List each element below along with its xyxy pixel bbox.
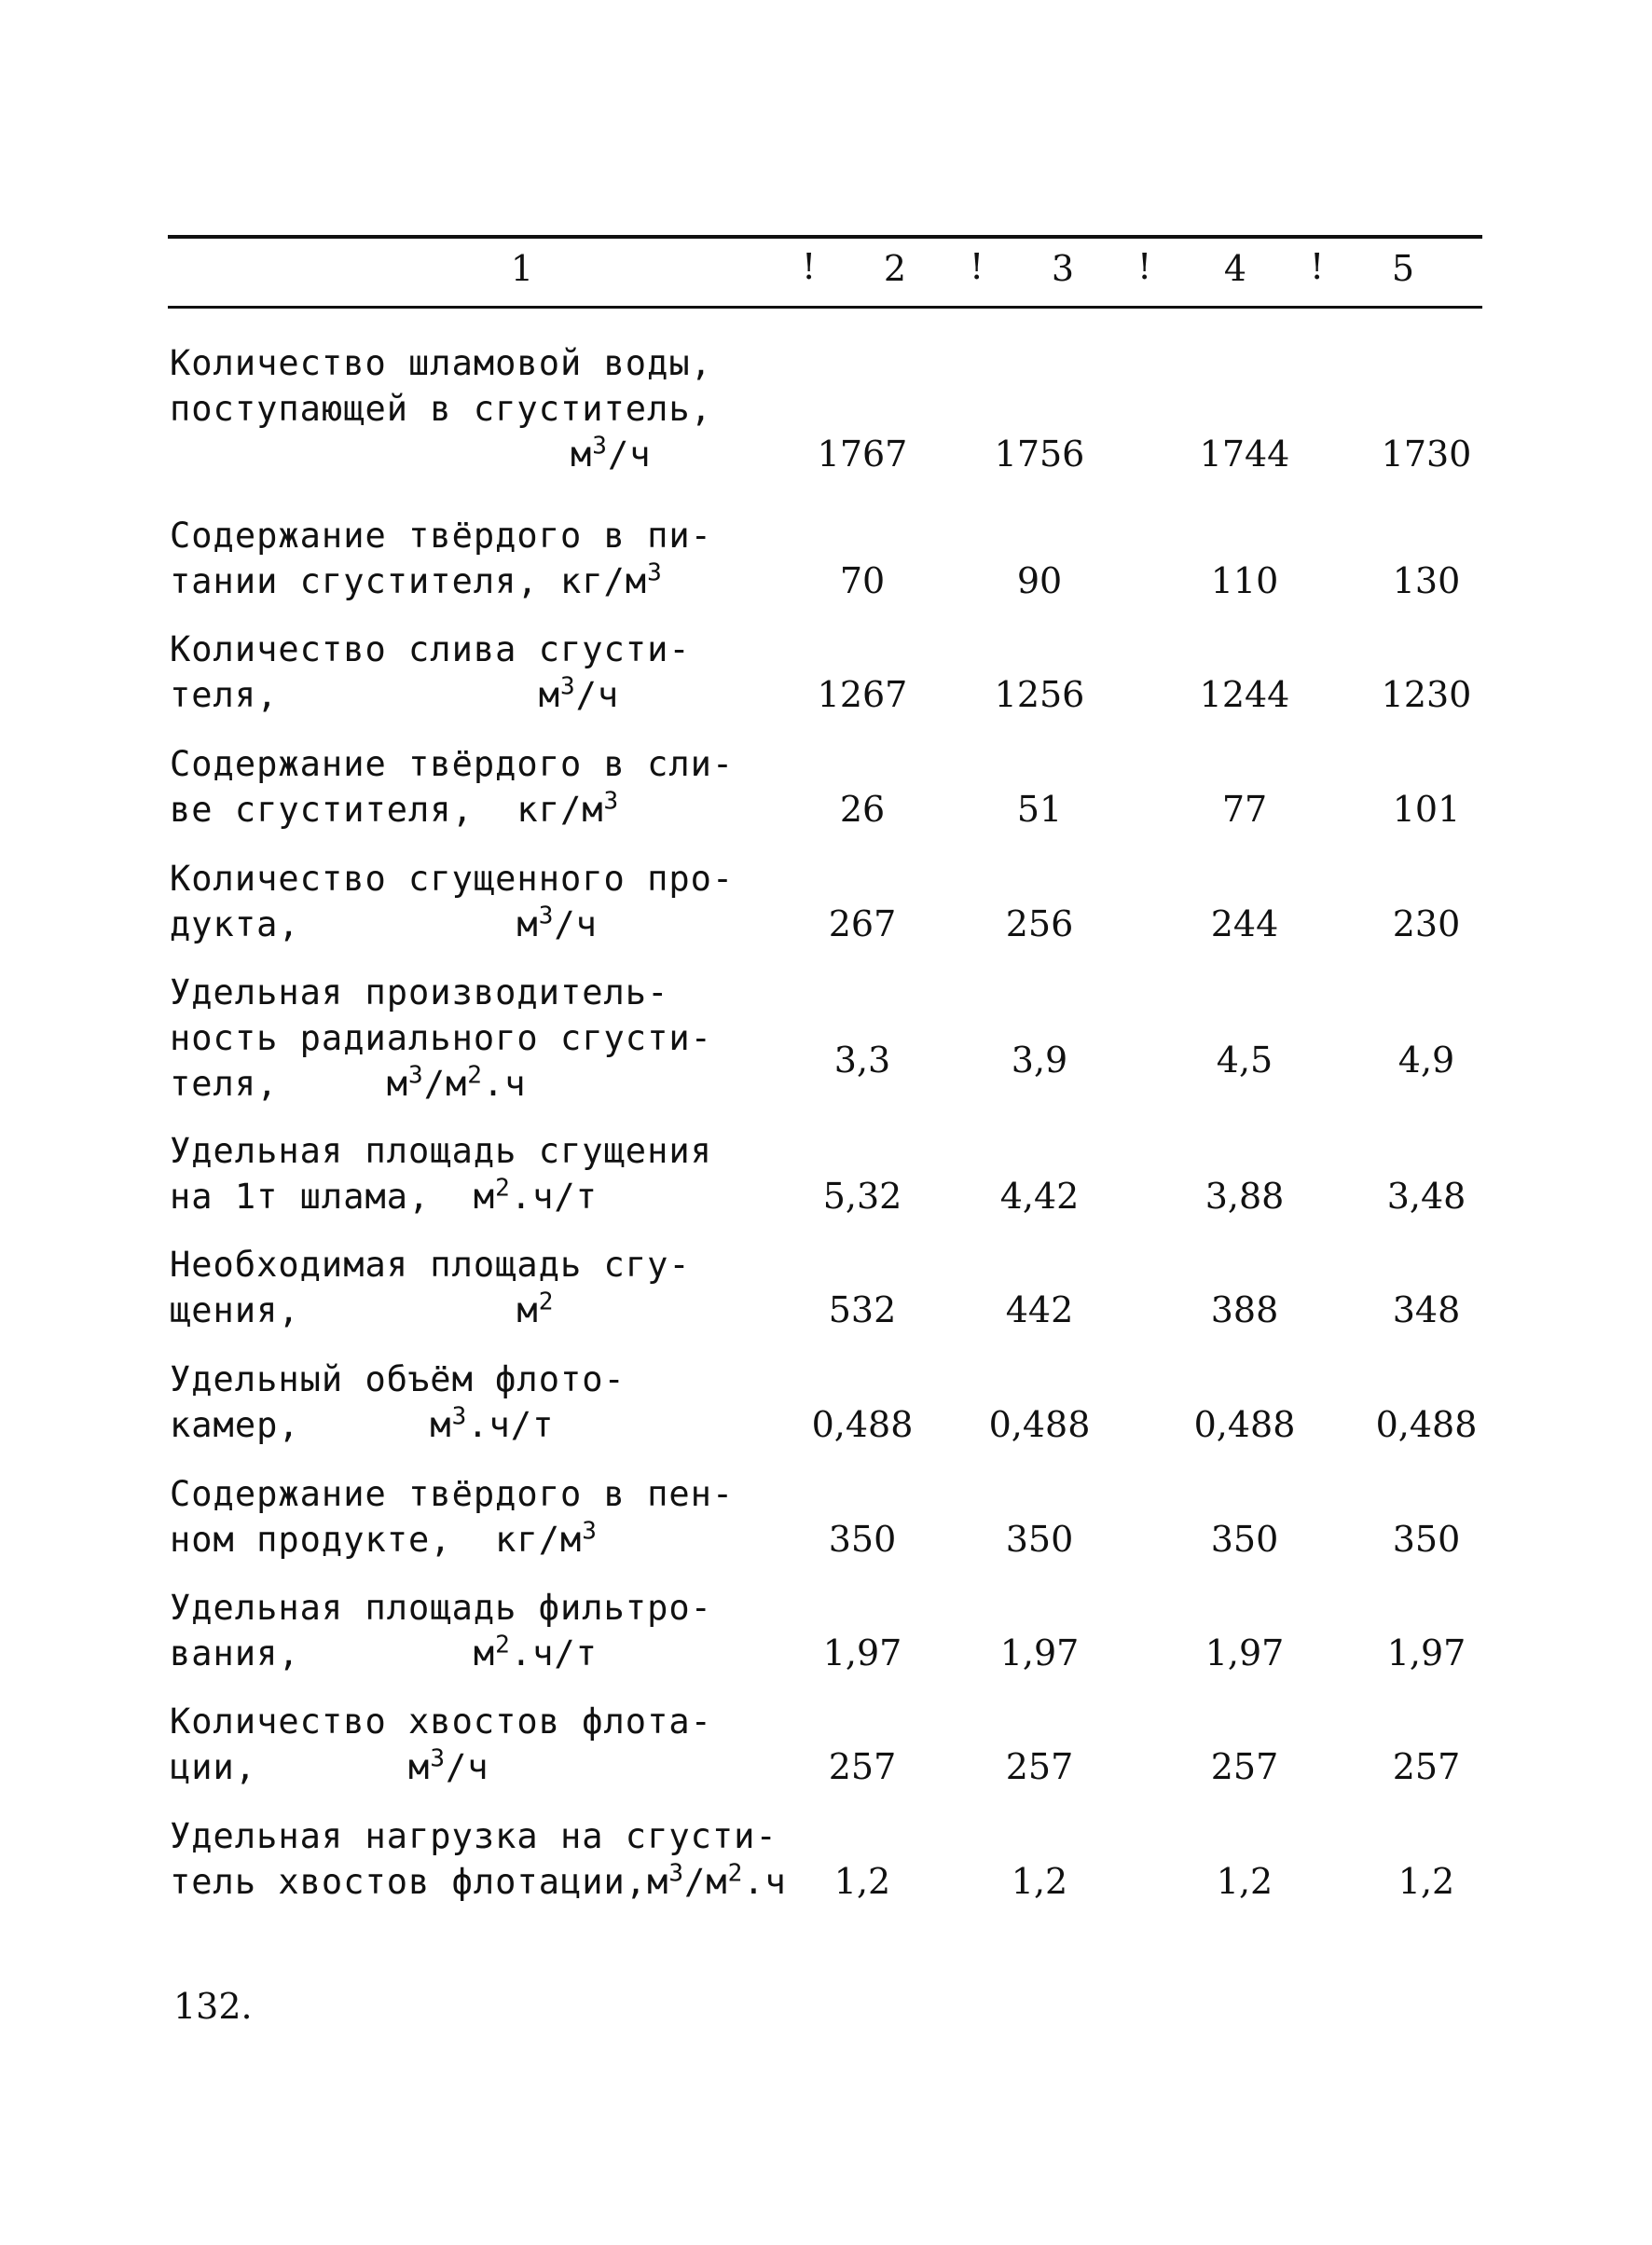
- cell-col-5: 1230: [1381, 674, 1472, 715]
- cell-col-5: 101: [1392, 789, 1461, 830]
- row-label-line: камер, $м^3.ч/т$: [170, 1402, 555, 1445]
- cell-col-5: 350: [1392, 1519, 1461, 1560]
- cell-col-5: 257: [1392, 1746, 1461, 1787]
- cell-col-3: 1756: [994, 434, 1085, 475]
- header-col-4: 4: [1223, 248, 1247, 289]
- row-label: [170, 970, 813, 1107]
- row-label-line: Удельный объём флото-: [170, 1359, 626, 1399]
- cell-col-5: 0,488: [1375, 1404, 1478, 1445]
- row-label-line: ность радиального сгусти-: [170, 1018, 712, 1058]
- cell-col-3: 1,97: [999, 1632, 1080, 1673]
- row-label: [170, 741, 813, 833]
- header-separator: !: [802, 246, 817, 287]
- row-label: [170, 340, 813, 477]
- cell-col-2: 26: [839, 789, 886, 830]
- row-label: [170, 627, 813, 718]
- cell-col-5: 1730: [1381, 434, 1472, 475]
- row-label-line: тании сгустителя, $кг/м^3$: [170, 558, 663, 601]
- cell-col-4: 3,88: [1205, 1176, 1285, 1217]
- cell-col-2: 5,32: [822, 1176, 902, 1217]
- row-label-line: Количество хвостов флота-: [170, 1701, 712, 1742]
- header-col-3: 3: [1051, 248, 1075, 289]
- row-label-line: вания, $м^2.ч/т$: [170, 1631, 598, 1673]
- cell-col-4: 77: [1221, 789, 1268, 830]
- cell-col-5: 1,2: [1397, 1861, 1455, 1902]
- header-separator: !: [1310, 246, 1325, 287]
- cell-col-4: 1244: [1199, 674, 1290, 715]
- header-col-5: 5: [1391, 248, 1415, 289]
- table-header-row: [168, 239, 1482, 304]
- cell-col-3: 350: [1005, 1519, 1074, 1560]
- cell-col-5: 3,48: [1386, 1176, 1466, 1217]
- row-label: [170, 1357, 813, 1448]
- row-label-line: Удельная производитель-: [170, 972, 669, 1012]
- row-label-line: Удельная нагрузка на сгусти-: [170, 1816, 778, 1856]
- header-separator: !: [970, 246, 984, 287]
- cell-col-4: 4,5: [1216, 1040, 1273, 1081]
- row-label-line: ном продукте, $кг/м^3$: [170, 1517, 598, 1560]
- row-label-line: $м^3/ч$: [571, 432, 652, 475]
- row-label-line: Содержание твёрдого в сли-: [170, 744, 735, 784]
- header-separator: !: [1137, 246, 1152, 287]
- cell-col-2: 350: [828, 1519, 897, 1560]
- header-col-1: 1: [510, 248, 534, 289]
- cell-col-2: 532: [828, 1289, 897, 1330]
- cell-col-4: 0,488: [1193, 1404, 1296, 1445]
- cell-col-3: 256: [1005, 903, 1074, 944]
- row-label-line: Необходимая площадь сгу-: [170, 1245, 691, 1285]
- row-label-line: Количество слива сгусти-: [170, 629, 691, 669]
- cell-col-4: 1,97: [1205, 1632, 1285, 1673]
- cell-col-3: 257: [1005, 1746, 1074, 1787]
- row-label: [170, 1699, 813, 1790]
- cell-col-2: 1267: [817, 674, 908, 715]
- row-label-line: Удельная площадь фильтро-: [170, 1588, 712, 1628]
- cell-col-2: 1767: [817, 434, 908, 475]
- cell-col-3: 51: [1016, 789, 1063, 830]
- cell-col-4: 257: [1210, 1746, 1279, 1787]
- cell-col-4: 1,2: [1216, 1861, 1273, 1902]
- cell-col-4: 388: [1210, 1289, 1279, 1330]
- row-label-line: теля, $м^3/ч$: [170, 672, 620, 715]
- cell-col-2: 1,2: [833, 1861, 891, 1902]
- cell-col-5: 230: [1392, 903, 1461, 944]
- row-label-line: Содержание твёрдого в пен-: [170, 1474, 735, 1514]
- row-label: [170, 1813, 813, 1905]
- cell-col-4: 110: [1210, 560, 1279, 601]
- cell-col-5: 1,97: [1386, 1632, 1466, 1673]
- row-label-line: щения, $м^2$: [170, 1288, 555, 1330]
- cell-col-4: 350: [1210, 1519, 1279, 1560]
- cell-col-2: 267: [828, 903, 897, 944]
- row-label-line: поступающей в сгуститель,: [170, 389, 712, 429]
- cell-col-5: 4,9: [1397, 1040, 1455, 1081]
- cell-col-2: 70: [839, 560, 886, 601]
- row-label: [170, 1471, 813, 1563]
- header-col-2: 2: [883, 248, 907, 289]
- cell-col-2: 257: [828, 1746, 897, 1787]
- cell-col-3: 90: [1016, 560, 1063, 601]
- row-label-line: ции, $м^3/ч$: [170, 1744, 489, 1787]
- row-label: [170, 513, 813, 604]
- row-label-line: теля, $м^3/м^2.ч$: [170, 1061, 527, 1104]
- cell-col-2: 3,3: [833, 1040, 891, 1081]
- row-label-line: на 1т шлама, $м^2.ч/т$: [170, 1174, 598, 1217]
- page-number: 132.: [173, 1986, 253, 2027]
- row-label-line: Удельная площадь сгущения: [170, 1131, 712, 1171]
- cell-col-3: 442: [1005, 1289, 1074, 1330]
- row-label: [170, 1128, 813, 1219]
- cell-col-3: 4,42: [999, 1176, 1080, 1217]
- cell-col-5: 130: [1392, 560, 1461, 601]
- cell-col-4: 244: [1210, 903, 1279, 944]
- row-label-line: дукта, $м^3/ч$: [170, 902, 598, 944]
- cell-col-2: 1,97: [822, 1632, 902, 1673]
- cell-col-3: 1256: [994, 674, 1085, 715]
- row-label-line: Количество шламовой воды,: [170, 343, 712, 383]
- row-label: [170, 1242, 813, 1333]
- row-label-line: Количество сгущенного про-: [170, 859, 735, 899]
- cell-col-2: 0,488: [811, 1404, 914, 1445]
- cell-col-5: 348: [1392, 1289, 1461, 1330]
- row-label-line: ве сгустителя, $кг/м^3$: [170, 787, 620, 830]
- cell-col-3: 0,488: [988, 1404, 1091, 1445]
- cell-col-3: 1,2: [1011, 1861, 1068, 1902]
- row-label-line: тель хвостов $флотации,м^3/м^2.ч$: [170, 1859, 787, 1902]
- row-label: [170, 856, 813, 947]
- row-label-line: Содержание твёрдого в пи-: [170, 516, 712, 556]
- row-label: [170, 1585, 813, 1676]
- cell-col-4: 1744: [1199, 434, 1290, 475]
- cell-col-3: 3,9: [1011, 1040, 1068, 1081]
- table-header-rule: [168, 306, 1482, 309]
